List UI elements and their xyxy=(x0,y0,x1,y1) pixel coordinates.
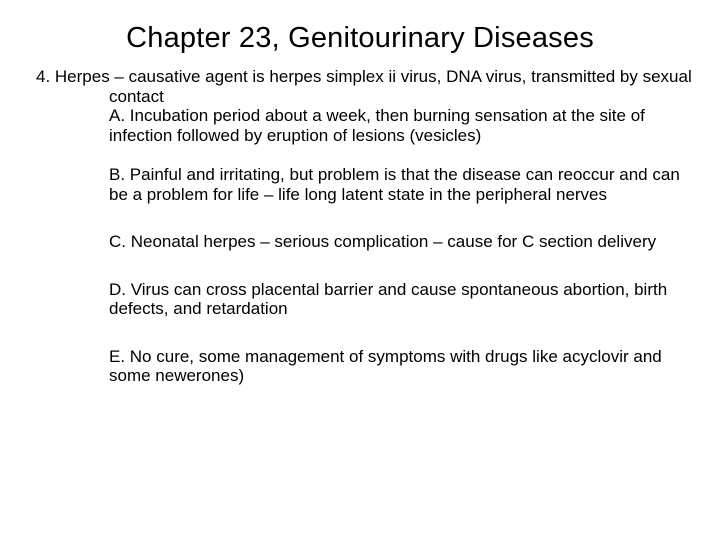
sub-point-c: C. Neonatal herpes – serious complication – cause for C section delivery xyxy=(109,232,657,251)
slide-content xyxy=(36,67,696,386)
sub-point-e: E. No cure, some management of symptoms with drugs like acyclovir and some newerones) xyxy=(109,346,662,385)
main-point: 4. Herpes – causative agent is herpes simplex ii virus, DNA virus, transmitted by sexual contact xyxy=(36,67,692,106)
sub-point-d: D. Virus can cross placental barrier and cause spontaneous abortion, birth defects, and retardation xyxy=(109,279,668,318)
slide-title: Chapter 23, Genitourinary Diseases xyxy=(126,22,594,54)
sub-point-b: B. Painful and irritating, but problem is that the disease can reoccur and can be a problem for life – life long latent state in the peripheral nerves xyxy=(109,165,680,204)
sub-point-a: A. Incubation period about a week, then burning sensation at the site of infection followed by eruption of lesions (vesicles) xyxy=(109,106,645,145)
